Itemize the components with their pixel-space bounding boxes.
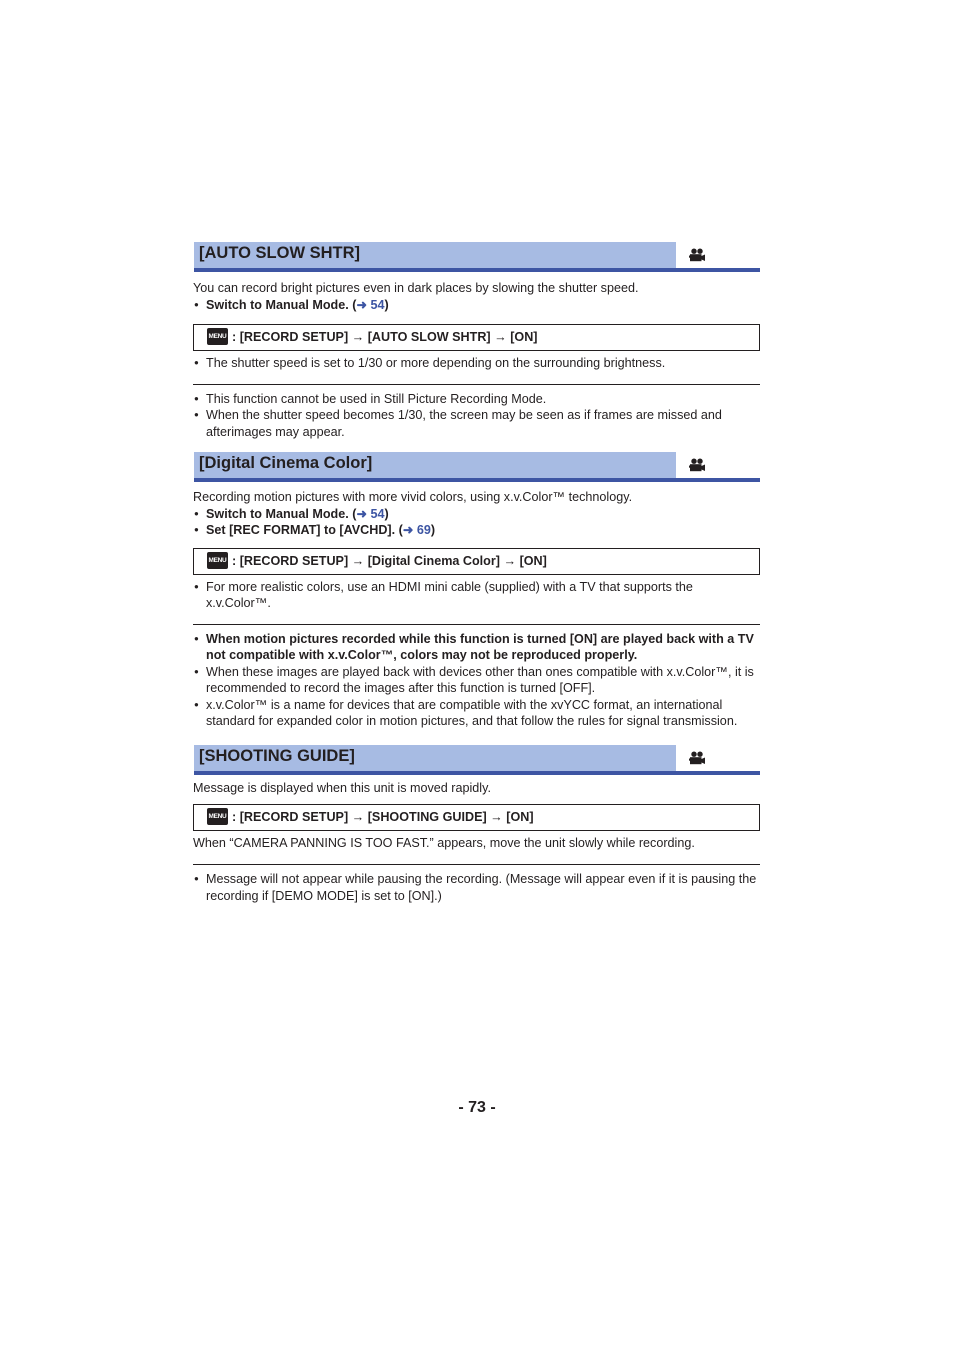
menu-path: : [RECORD SETUP] → [Digital Cinema Color] → [ON] (232, 553, 547, 568)
section-header (193, 242, 760, 272)
note-item: ● When motion pictures recorded while this function is turned [ON] are played back with a TV not compatible with x.v.Color™, colors may not be reproduced properly. (193, 631, 760, 664)
section-auto-slow-shtr (193, 242, 760, 440)
page-number: - 73 - (458, 1099, 496, 1116)
section-header (193, 745, 760, 775)
list-item: ● The shutter speed is set to 1/30 or more depending on the surrounding brightness. (193, 355, 760, 372)
section-digital-cinema-color (193, 452, 760, 730)
menu-path: : [RECORD SETUP] → [AUTO SLOW SHTR] → [ON] (232, 330, 538, 344)
note-item: ● When the shutter speed becomes 1/30, the screen may be seen as if frames are missed and afterimages may appear. (193, 407, 760, 440)
video-camera-icon (689, 751, 705, 765)
note-item: ● Message will not appear while pausing the recording. (Message will appear even if it is pausing the recording if [DEMO MODE] is set to [ON].) (193, 871, 760, 904)
note-item: ● This function cannot be used in Still Picture Recording Mode. (193, 391, 760, 408)
prereq-item: ● Set [REC FORMAT] to [AVCHD]. (➜ 69) (193, 522, 760, 539)
section-rule (194, 478, 760, 482)
prereq-item: ● Switch to Manual Mode. (➜ 54) (193, 506, 760, 523)
section-rule (194, 268, 760, 272)
menu-icon: MENU (207, 328, 228, 345)
section-title: [SHOOTING GUIDE] (194, 745, 676, 771)
prereq-item: ● Switch to Manual Mode. (➜ 54) (193, 297, 760, 314)
section-shooting-guide (193, 745, 760, 904)
menu-icon: MENU (207, 552, 228, 569)
intro-text: You can record bright pictures even in dark places by slowing the shutter speed. (193, 281, 639, 295)
page-link[interactable]: ➜ 69 (402, 523, 431, 537)
section-header (193, 452, 760, 482)
section-title: [Digital Cinema Color] (194, 452, 676, 478)
note-item: ● x.v.Color™ is a name for devices that are compatible with the xvYCC format, an international standard for expanded color in motion pictures, and that follow the rules for signal transmission. (193, 697, 760, 730)
list-item: ● For more realistic colors, use an HDMI mini cable (supplied) with a TV that supports the x.v.Color™. (193, 579, 760, 612)
section-rule (194, 771, 760, 775)
page-link[interactable]: ➜ 54 (356, 506, 385, 521)
intro-text: Message is displayed when this unit is moved rapidly. (193, 781, 491, 795)
result-text: When “CAMERA PANNING IS TOO FAST.” appears, move the unit slowly while recording. (193, 835, 695, 850)
note-item: ● When these images are played back with devices other than ones compatible with x.v.Color™, it is recommended to record the images after this function is turned [OFF]. (193, 664, 760, 697)
page-link[interactable]: ➜ 54 (356, 297, 385, 312)
video-camera-icon (689, 458, 705, 472)
menu-path-box (193, 324, 760, 351)
menu-icon: MENU (207, 808, 228, 825)
section-title: [AUTO SLOW SHTR] (194, 242, 676, 268)
video-camera-icon (689, 248, 705, 262)
intro-text: Recording motion pictures with more vivid colors, using x.v.Color™ technology. (193, 490, 633, 504)
menu-path-box (193, 548, 760, 575)
menu-path: : [RECORD SETUP] → [SHOOTING GUIDE] → [ON] (232, 809, 534, 824)
menu-path-box (193, 804, 760, 831)
